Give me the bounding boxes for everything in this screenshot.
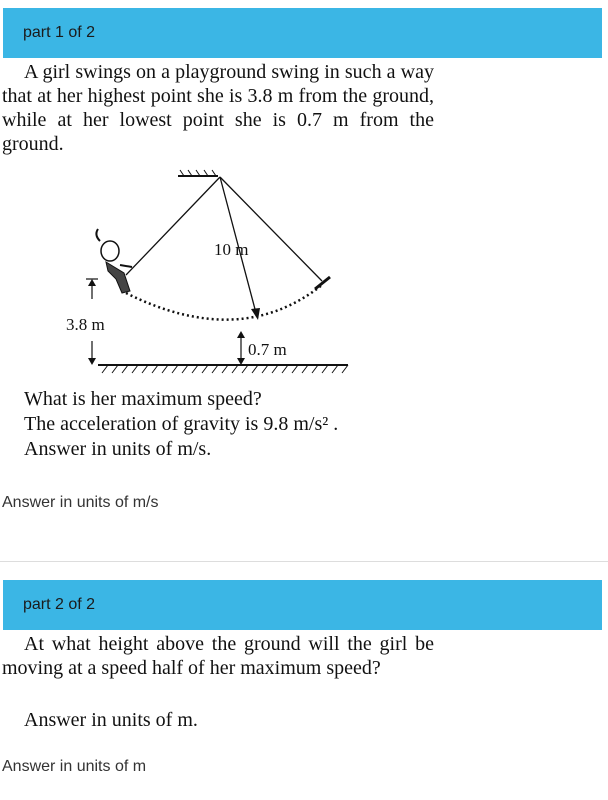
part-1-header [3, 8, 602, 58]
question-line-1: What is her maximum speed? [24, 388, 262, 410]
swing-diagram [60, 165, 360, 380]
part-1-problem-text: A girl swings on a playground swing in such a way that at her highest point she is 3.8 m from the ground, while at her lowest point she is 0.7 m from the ground. [2, 61, 434, 155]
high-point-label: 3.8 m [66, 315, 105, 334]
swing-seat [315, 277, 330, 289]
part-2-header [3, 580, 602, 630]
swing-arc [126, 285, 322, 320]
question-line-3: Answer in units of m/s. [24, 438, 212, 460]
rope-right [220, 177, 322, 281]
part-2-question-line-1: Answer in units of m. [24, 709, 198, 731]
support-beam [178, 170, 218, 176]
part-2-label: part 2 of 2 [23, 596, 96, 613]
part-2-problem-text: At what height above the ground will the girl be moving at a speed half of her maximum speed? [2, 633, 434, 679]
part-1-label: part 1 of 2 [23, 24, 96, 41]
girl-figure-icon [96, 229, 132, 293]
rope-left [126, 177, 220, 275]
question-line-2: The acceleration of gravity is 9.8 m/s² . [24, 413, 339, 435]
part-1-answer-units: Answer in units of m/s [2, 494, 159, 511]
part-2-answer-units: Answer in units of m [2, 758, 147, 775]
low-point-label: 0.7 m [248, 340, 287, 359]
rope-length-label: 10 m [214, 240, 249, 259]
divider [0, 561, 608, 562]
ground [98, 365, 348, 373]
